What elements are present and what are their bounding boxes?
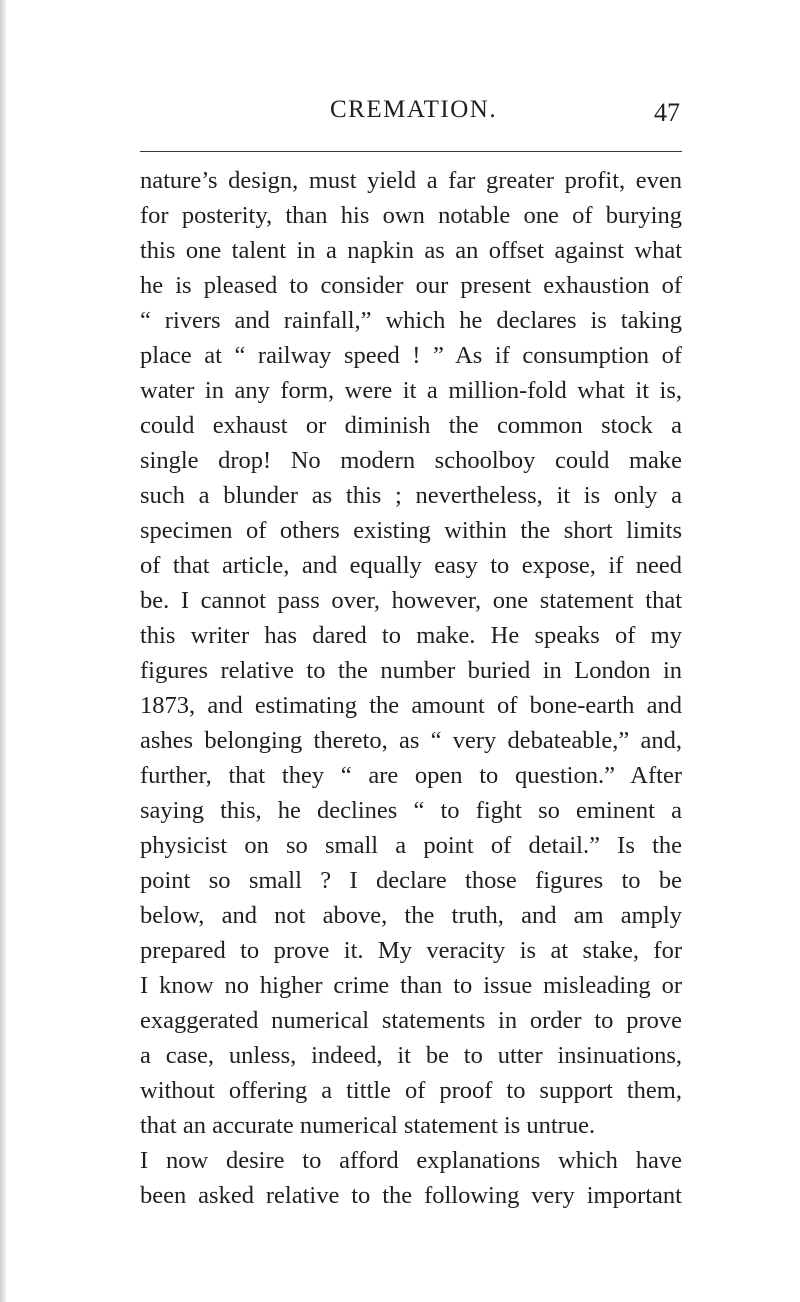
text-line: water in any form, were it a million-fold what it is, [140,377,682,404]
text-line: such a blunder as this ; nevertheless, it is only a [140,482,682,509]
text-line: could exhaust or diminish the common stock a [140,412,682,439]
text-line: “ rivers and rainfall,” which he declares is taking [140,307,682,334]
text-line: place at “ railway speed ! ” As if consumption of [140,342,682,369]
running-head [140,96,680,136]
header-rule [140,151,682,152]
page-number: 47 [654,98,680,127]
text-line: without offering a tittle of proof to support them, [140,1077,682,1104]
text-line: specimen of others existing within the short limits [140,517,682,544]
text-line: I know no higher crime than to issue misleading or [140,972,682,999]
page-edge-shadow [0,0,6,1302]
text-line: be. I cannot pass over, however, one statement that [140,587,682,614]
text-line: of that article, and equally easy to expose, if need [140,552,682,579]
text-line: this writer has dared to make. He speaks of my [140,622,682,649]
body-text [140,163,682,1213]
text-line: figures relative to the number buried in London in [140,657,682,684]
text-line: I now desire to afford explanations which have [140,1147,682,1174]
text-line: nature’s design, must yield a far greater profit, even [140,167,682,194]
text-line: prepared to prove it. My veracity is at stake, for [140,937,682,964]
text-line: for posterity, than his own notable one of burying [140,202,682,229]
text-line: further, that they “ are open to question.” After [140,762,682,789]
text-line: exaggerated numerical statements in order to prove [140,1007,682,1034]
text-line: that an accurate numerical statement is untrue. [140,1112,596,1139]
text-line: point so small ? I declare those figures to be [140,867,682,894]
text-line: he is pleased to consider our present exhaustion of [140,272,682,299]
text-line: below, and not above, the truth, and am amply [140,902,682,929]
running-title: CREMATION. [330,96,498,123]
text-line: 1873, and estimating the amount of bone-earth and [140,692,682,719]
text-line: been asked relative to the following very important [140,1182,682,1209]
text-line: this one talent in a napkin as an offset against what [140,237,682,264]
text-line: saying this, he declines “ to fight so eminent a [140,797,682,824]
text-line: single drop! No modern schoolboy could make [140,447,682,474]
text-line: physicist on so small a point of detail.” Is the [140,832,682,859]
text-line: ashes belonging thereto, as “ very debateable,” and, [140,727,682,754]
text-line: a case, unless, indeed, it be to utter insinuations, [140,1042,682,1069]
